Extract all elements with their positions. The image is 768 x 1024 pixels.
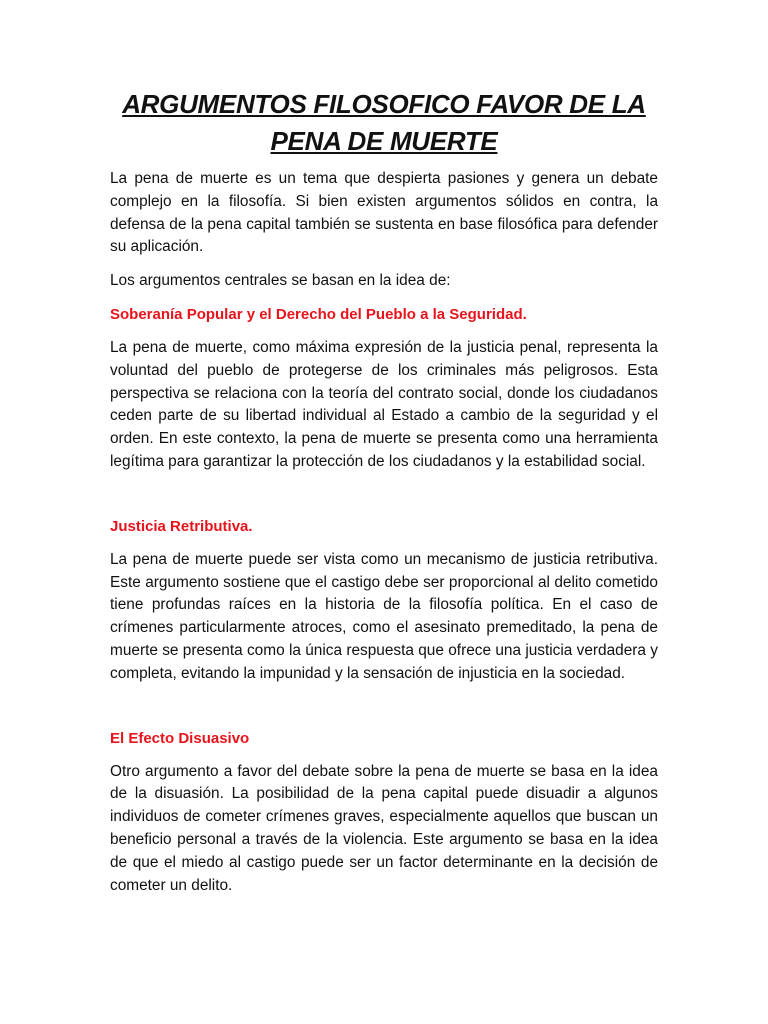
document-title bbox=[110, 86, 658, 160]
document-page bbox=[110, 86, 658, 908]
section-heading-justicia: Justicia Retributiva. bbox=[110, 517, 253, 535]
spacer bbox=[110, 485, 658, 516]
spacer bbox=[110, 697, 658, 728]
lead-paragraph: Los argumentos centrales se basan en la idea de: bbox=[110, 272, 451, 290]
title-line-2: PENA DE MUERTE bbox=[270, 126, 498, 156]
section-body-soberania: La pena de muerte, como máxima expresión de la justicia penal, representa la voluntad del pueblo de protegerse de los criminales más peligrosos. Esta perspectiva se relaciona con la teoría del contrato social, donde los ciudadanos ceden parte de su libertad individual al Estado a cambio de la seguridad y el orden. En este contexto, la pena de muerte se presenta como una herramienta legítima para garantizar la protección de los ciudadanos y la estabilidad social. bbox=[110, 338, 658, 470]
section-body-disuasivo: Otro argumento a favor del debate sobre la pena de muerte se basa en la idea de la disuasión. La posibilidad de la pena capital puede disuadir a algunos individuos de cometer crímenes graves, especialmente aquellos que buscan un beneficio personal a través de la violencia. Este argumento se basa en la idea de que el miedo al castigo puede ser un factor determinante en la decisión de cometer un delito. bbox=[110, 762, 658, 894]
section-heading-disuasivo: El Efecto Disuasivo bbox=[110, 729, 250, 747]
section-body-justicia: La pena de muerte puede ser vista como un mecanismo de justicia retributiva. Este argumento sostiene que el castigo debe ser proporcional al delito cometido tiene profundas raíces en la historia de la filosofía política. En el caso de crímenes particularmente atroces, como el asesinato premeditado, la pena de muerte se presenta como la única respuesta que ofrece una justicia verdadera y completa, evitando la impunidad y la sensación de injusticia en la sociedad. bbox=[110, 550, 658, 682]
section-heading-soberania: Soberanía Popular y el Derecho del Pueblo a la Seguridad. bbox=[110, 305, 527, 323]
title-line-1: ARGUMENTOS FILOSOFICO FAVOR DE LA bbox=[122, 89, 646, 119]
intro-paragraph: La pena de muerte es un tema que despierta pasiones y genera un debate complejo en la filosofía. Si bien existen argumentos sólidos en contra, la defensa de la pena capital también se sustenta en base filosófica para defender su aplicación. bbox=[110, 170, 658, 256]
